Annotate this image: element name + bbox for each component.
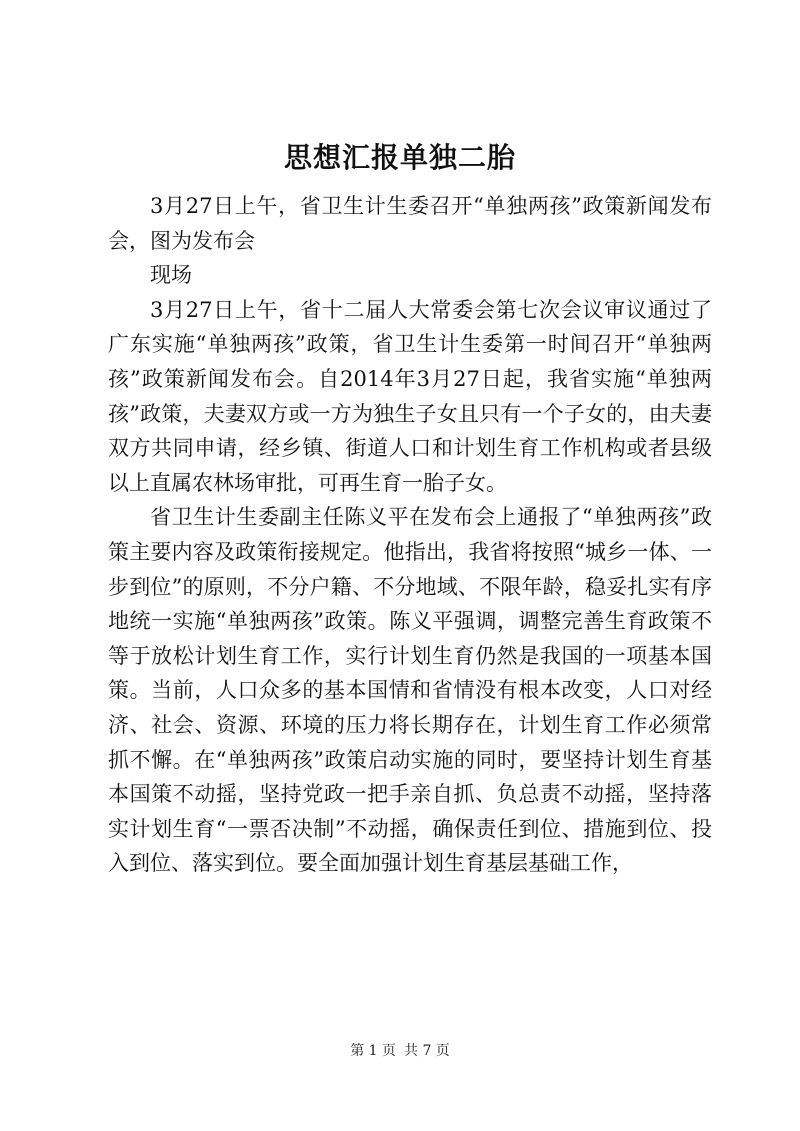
page-number: 第 1 页: [350, 1043, 396, 1059]
page-total: 共 7 页: [404, 1043, 450, 1059]
page-footer: [0, 1041, 800, 1061]
paragraph-3: 3月27日上午，省十二届人大常委会第七次会议审议通过了广东实施“单独两孩”政策，省卫生计生委第一时间召开“单独两孩”政策新闻发布会。自2014年3月27日起，我省实施“单独两孩”政策，夫妻双方或一方为独生子女且只有一个子女的，由夫妻双方共同申请，经乡镇、街道人口和计划生育工作机构或者县级以上直属农林场审批，可再生育一胎子女。: [108, 297, 712, 495]
paragraph-4: 省卫生计生委副主任陈义平在发布会上通报了“单独两孩”政策主要内容及政策衔接规定。他指出，我省将按照“城乡一体、一步到位”的原则，不分户籍、不分地域、不限年龄，稳妥扎实有序地统一实施“单独两孩”政策。陈义平强调，调整完善生育政策不等于放松计划生育工作，实行计划生育仍然是我国的一项基本国策。当前，人口众多的基本国情和省情没有根本改变，人口对经济、社会、资源、环境的压力将长期存在，计划生育工作必须常抓不懈。在“单独两孩”政策启动实施的同时，要坚持计划生育基本国策不动摇，坚持党政一把手亲自抓、负总责不动摇，坚持落实计划生育“一票否决制”不动摇，确保责任到位、措施到位、投入到位、落实到位。要全面加强计划生育基层基础工作，: [108, 505, 712, 876]
paragraph-2: 现场: [150, 263, 192, 288]
document-title: 思想汇报单独二胎: [283, 141, 516, 174]
paragraph-1: 3月27日上午，省卫生计生委召开“单独两孩”政策新闻发布会，图为发布会: [108, 194, 712, 253]
document-body: [108, 189, 712, 881]
